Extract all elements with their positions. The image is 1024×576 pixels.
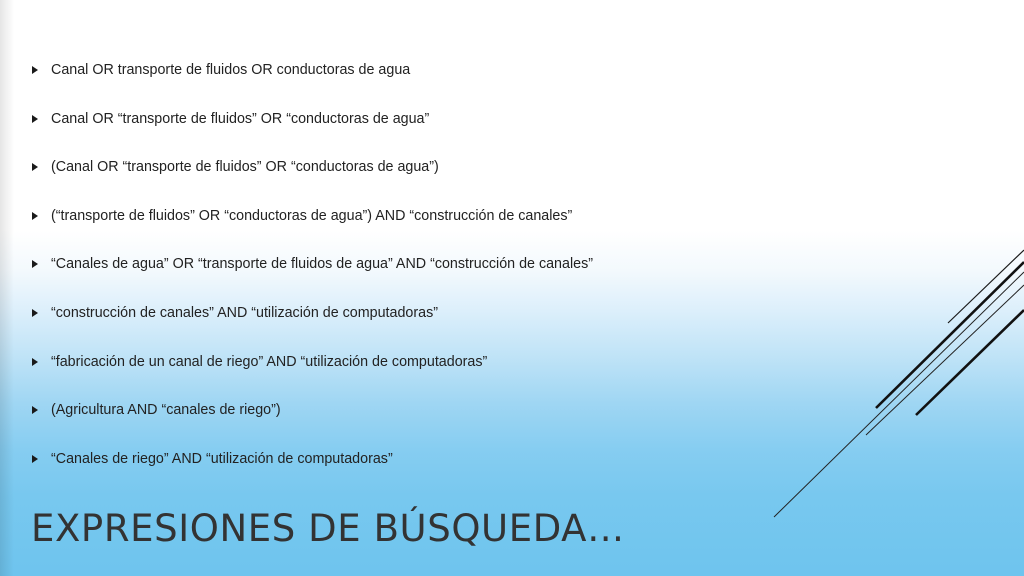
list-item bbox=[32, 398, 593, 447]
triangle-bullet-icon bbox=[32, 163, 38, 171]
bullet-text: “fabricación de un canal de riego” AND “utilización de computadoras” bbox=[51, 353, 488, 370]
bullet-text: (Canal OR “transporte de fluidos” OR “conductoras de agua”) bbox=[51, 159, 439, 176]
left-edge-shadow bbox=[0, 0, 14, 576]
bullet-text: Canal OR transporte de fluidos OR conductoras de agua bbox=[51, 62, 411, 78]
list-item bbox=[32, 58, 593, 107]
decorative-line bbox=[774, 272, 1024, 517]
bullet-text: Canal OR “transporte de fluidos” OR “conductoras de agua” bbox=[51, 110, 430, 127]
decorative-line bbox=[866, 285, 1024, 435]
triangle-bullet-icon bbox=[32, 455, 38, 463]
bullet-text: “Canales de agua” OR “transporte de fluidos de agua” AND “construcción de canales” bbox=[51, 256, 593, 273]
list-item bbox=[32, 252, 593, 301]
bullet-text: (“transporte de fluidos” OR “conductoras de agua”) AND “construcción de canales” bbox=[51, 207, 573, 224]
slide-title: EXPRESIONES DE BÚSQUEDA… bbox=[31, 507, 625, 550]
list-item bbox=[32, 204, 593, 253]
triangle-bullet-icon bbox=[32, 212, 38, 220]
bullet-text: (Agricultura AND “canales de riego”) bbox=[51, 402, 281, 419]
decorative-line bbox=[916, 310, 1024, 415]
bullet-list bbox=[32, 58, 593, 495]
triangle-bullet-icon bbox=[32, 309, 38, 317]
triangle-bullet-icon bbox=[32, 66, 38, 74]
bullet-text: “Canales de riego” AND “utilización de computadoras” bbox=[51, 450, 393, 467]
list-item bbox=[32, 107, 593, 156]
triangle-bullet-icon bbox=[32, 260, 38, 268]
triangle-bullet-icon bbox=[32, 406, 38, 414]
list-item bbox=[32, 447, 593, 496]
triangle-bullet-icon bbox=[32, 115, 38, 123]
list-item bbox=[32, 350, 593, 399]
list-item bbox=[32, 301, 593, 350]
list-item bbox=[32, 155, 593, 204]
decorative-line bbox=[876, 262, 1024, 408]
decorative-line bbox=[948, 250, 1024, 323]
triangle-bullet-icon bbox=[32, 358, 38, 366]
bullet-text: “construcción de canales” AND “utilización de computadoras” bbox=[51, 304, 438, 321]
